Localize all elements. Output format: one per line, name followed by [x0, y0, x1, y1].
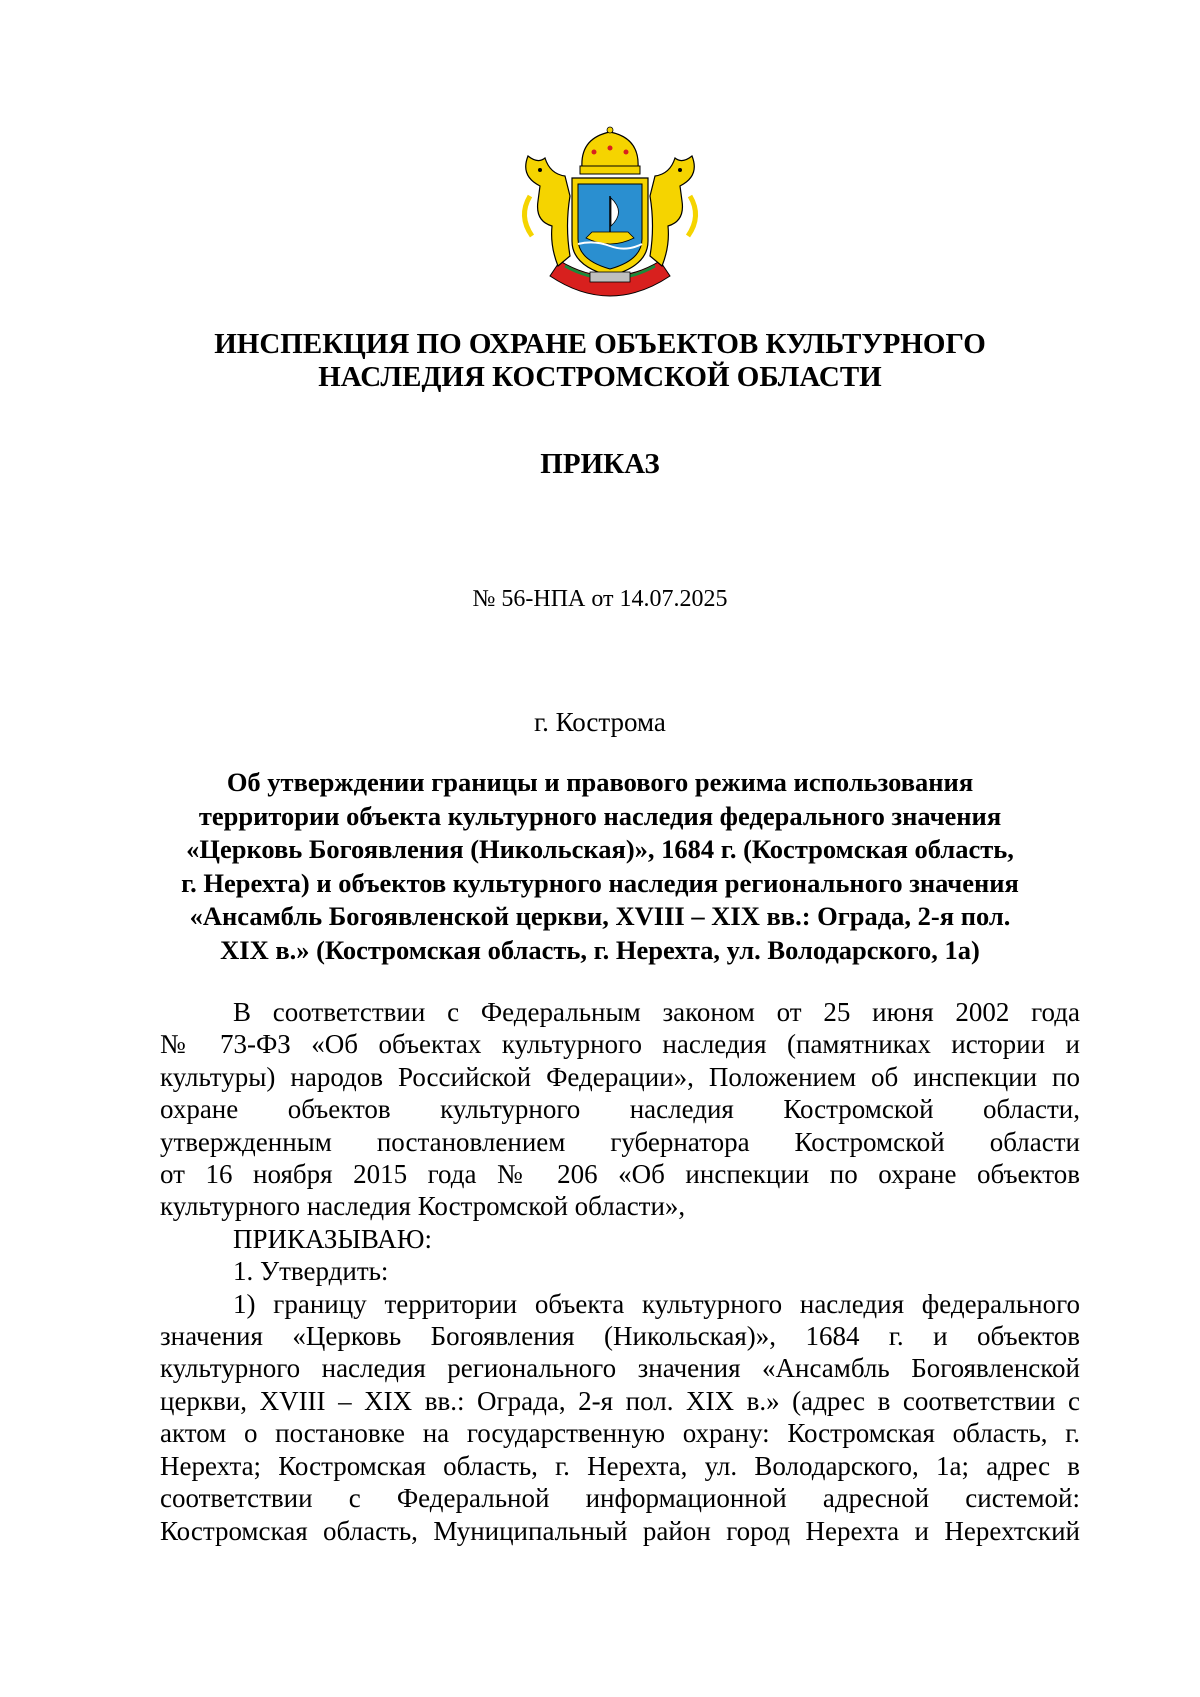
document-subject: [160, 766, 1040, 967]
organization-name-line: ИНСПЕКЦИЯ ПО ОХРАНЕ ОБЪЕКТОВ КУЛЬТУРНОГО: [214, 328, 986, 360]
organization-name-line: НАСЛЕДИЯ КОСТРОМСКОЙ ОБЛАСТИ: [318, 361, 882, 393]
body-line: церкви, XVIII – XIX вв.: Ограда, 2-я пол. XIX в.» (адрес в соответствии с: [160, 1385, 1080, 1416]
body-line: ПРИКАЗЫВАЮ:: [233, 1223, 432, 1254]
body-line: Костромская область, Муниципальный район город Нерехта и Нерехтский: [160, 1515, 1080, 1546]
subject-line: г. Нерехта) и объектов культурного наследия регионального значения: [181, 867, 1019, 898]
body-line: культурного наследия Костромской области»,: [160, 1191, 686, 1222]
coat-of-arms-icon: [510, 126, 710, 302]
body-line: соответствии с Федеральной информационной адресной системой:: [160, 1483, 1080, 1514]
document-number-date: № 56-НПА от 14.07.2025: [472, 586, 728, 612]
body-line: утвержденным постановлением губернатора Костромской области: [160, 1126, 1080, 1157]
subject-line: «Ансамбль Богоявленской церкви, XVIII – XIX вв.: Ограда, 2-я пол.: [189, 901, 1011, 931]
subject-line: «Церковь Богоявления (Никольская)», 1684 г. (Костромская область,: [186, 834, 1014, 864]
document-city: г. Кострома: [534, 707, 666, 737]
body-line: актом о постановке на государственную охрану: Костромская область, г.: [160, 1418, 1080, 1449]
body-line: от 16 ноября 2015 года № 206 «Об инспекции по охране объектов: [160, 1159, 1080, 1190]
body-line: охране объектов культурного наследия Костромской области,: [160, 1094, 1080, 1125]
body-line: значения «Церковь Богоявления (Никольская)», 1684 г. и объектов: [160, 1321, 1080, 1352]
body-line: 1. Утвердить:: [233, 1256, 389, 1287]
body-line: № 73-ФЗ «Об объектах культурного наследия (памятниках истории и: [160, 1029, 1080, 1060]
subject-line: Об утверждении границы и правового режима использования: [226, 767, 974, 797]
body-line: Нерехта; Костромская область, г. Нерехта, ул. Володарского, 1а; адрес в: [160, 1450, 1080, 1481]
organization-name: [160, 328, 1040, 394]
subject-line: XIX в.» (Костромская область, г. Нерехта, ул. Володарского, 1а): [220, 934, 980, 965]
body-line: 1) границу территории объекта культурного наследия федерального: [233, 1288, 1080, 1319]
body-line: В соответствии с Федеральным законом от 25 июня 2002 года: [233, 997, 1080, 1027]
subject-line: территории объекта культурного наследия федерального значения: [198, 800, 1002, 831]
body-line: культурного наследия регионального значения «Ансамбль Богоявленской: [160, 1353, 1080, 1384]
document-type: ПРИКАЗ: [540, 448, 660, 480]
document-body: [160, 996, 1080, 1547]
body-line: культуры) народов Российской Федерации», Положением об инспекции по: [160, 1061, 1080, 1092]
